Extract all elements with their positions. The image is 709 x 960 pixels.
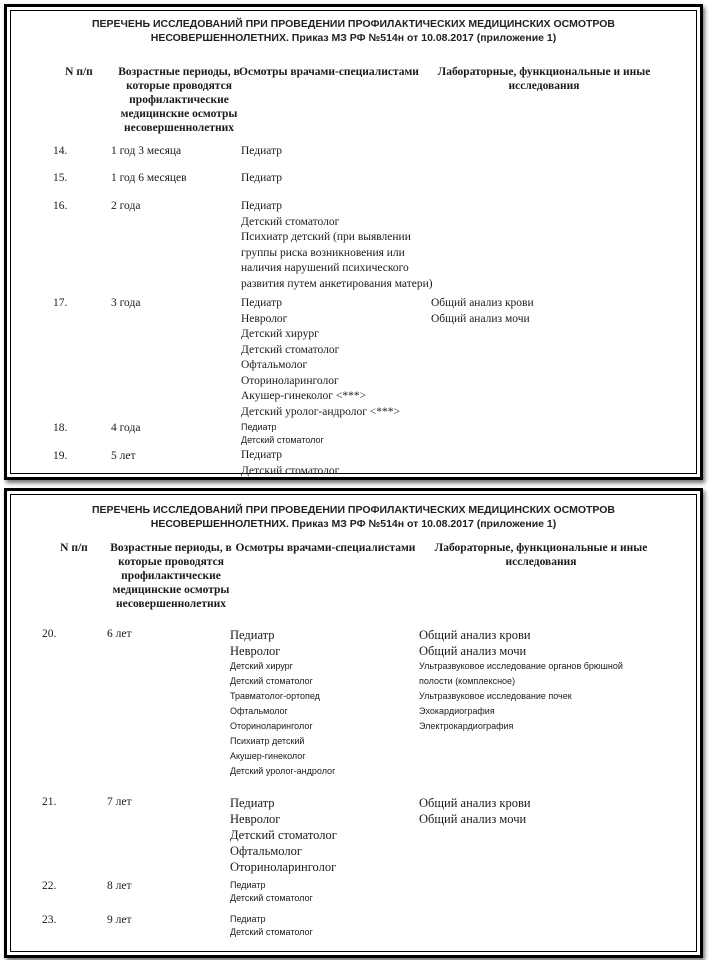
lab-item: Общий анализ крови (419, 796, 531, 810)
doctor-item: Детский стоматолог (241, 435, 324, 445)
header-labs: Лабораторные, функциональные и иные исследования (437, 66, 651, 92)
doctor-item: Детский стоматолог (230, 927, 313, 937)
doctor-item: Педиатр (230, 914, 266, 924)
lab-item: Общий анализ мочи (419, 644, 527, 658)
doctor-item: Детский уролог-андролог <***> (241, 405, 401, 418)
document-title-line1: ПЕРЕЧЕНЬ ИССЛЕДОВАНИЙ ПРИ ПРОВЕДЕНИИ ПРОФИЛАКТИЧЕСКИХ МЕДИЦИНСКИХ ОСМОТРОВ (91, 18, 616, 30)
lab-item: Электрокардиография (419, 721, 514, 731)
document-title-line2: НЕСОВЕРШЕННОЛЕТНИХ. Приказ МЗ РФ №514н от 10.08.2017 (приложение 1) (150, 32, 557, 44)
row-doctors (230, 879, 313, 905)
row-doctors (230, 795, 337, 875)
doctor-item: Педиатр (241, 449, 282, 461)
doctor-item: Психиатр детский (230, 736, 305, 746)
doctor-item: Оториноларинголог (230, 860, 337, 874)
row-number: 21. (42, 796, 57, 808)
doctor-item: Педиатр (241, 422, 277, 432)
row-age: 1 год 6 месяцев (111, 172, 187, 184)
doctor-item: Педиатр (241, 297, 282, 309)
lab-item: Эхокардиография (419, 706, 495, 716)
row-number: 15. (53, 172, 68, 184)
doctor-item: Оториноларинголог (230, 721, 313, 731)
row-doctors (241, 171, 282, 187)
doctor-item: Педиатр (241, 200, 282, 212)
row-number: 19. (53, 450, 68, 462)
doctor-item: Педиатр (241, 172, 282, 184)
doctor-item: Детский хирург (230, 661, 293, 671)
row-number: 22. (42, 880, 57, 892)
doctor-item: Детский стоматолог (241, 215, 340, 228)
doctor-item: Детский уролог-андролог (230, 766, 336, 776)
doctor-item: Акушер-гинеколог <***> (241, 390, 367, 402)
header-age: Возрастные периоды, в которые проводятся профилактические медицинские осмотры несовершеннолетних (118, 66, 240, 134)
doctor-item: Педиатр (230, 628, 275, 642)
doctor-item: Офтальмолог (230, 844, 302, 858)
lab-item: Общий анализ мочи (431, 312, 530, 325)
row-age: 8 лет (107, 880, 132, 892)
doctor-item: Детский стоматолог (230, 676, 313, 686)
doctor-item: Психиатр детский (при выявлении группы риска возникновения или наличия нарушений психического развития путем анкетирования матери) (241, 231, 433, 290)
header-age: Возрастные периоды, в которые проводятся профилактические медицинские осмотры несовершеннолетних (110, 542, 232, 610)
doctor-item: Детский стоматолог (241, 343, 340, 356)
row-doctors (241, 421, 324, 447)
row-number: 14. (53, 145, 68, 157)
document-page-2 (4, 488, 703, 958)
document-title-line2: НЕСОВЕРШЕННОЛЕТНИХ. Приказ МЗ РФ №514н от 10.08.2017 (приложение 1) (150, 518, 557, 530)
row-number: 17. (53, 297, 68, 309)
row-age: 5 лет (111, 450, 136, 462)
doctor-item: Педиатр (241, 145, 282, 157)
row-number: 23. (42, 914, 57, 926)
page-frame (10, 10, 697, 477)
doctor-item: Детский стоматолог (241, 464, 340, 477)
doctor-item: Педиатр (230, 880, 266, 890)
document-title-line1: ПЕРЕЧЕНЬ ИССЛЕДОВАНИЙ ПРИ ПРОВЕДЕНИИ ПРОФИЛАКТИЧЕСКИХ МЕДИЦИНСКИХ ОСМОТРОВ (91, 504, 616, 516)
doctor-item: Педиатр (230, 796, 275, 810)
row-age: 1 год 3 месяца (111, 145, 182, 157)
header-doctors: Осмотры врачами-специалистами (235, 542, 416, 554)
lab-item: Ультразвуковое исследование органов брюшной полости (комплексное) (419, 661, 623, 686)
doctor-item: Офтальмолог (230, 706, 288, 716)
row-doctors (230, 913, 313, 939)
lab-item: Ультразвуковое исследование почек (419, 691, 572, 701)
row-age: 6 лет (107, 628, 132, 640)
row-number: 20. (42, 628, 57, 640)
doctor-item: Травматолог-ортопед (230, 691, 320, 701)
lab-item: Общий анализ крови (431, 297, 534, 309)
row-number: 18. (53, 422, 68, 434)
page-frame (10, 494, 697, 952)
doctor-item: Офтальмолог (241, 359, 308, 371)
row-age: 9 лет (107, 914, 132, 926)
doctor-item: Оториноларинголог (241, 374, 339, 387)
doctor-item: Невролог (230, 812, 281, 826)
header-doctors: Осмотры врачами-специалистами (239, 66, 419, 78)
row-labs (431, 296, 534, 327)
doctor-item: Детский стоматолог (230, 828, 337, 842)
row-doctors (241, 144, 282, 160)
document-page-1 (4, 4, 703, 480)
row-age: 2 года (111, 200, 141, 212)
doctor-item: Невролог (230, 644, 281, 658)
row-number: 16. (53, 200, 68, 212)
row-doctors (241, 296, 400, 420)
doctor-item: Невролог (241, 312, 288, 325)
doctor-item: Акушер-гинеколог (230, 751, 306, 761)
row-doctors (241, 199, 436, 292)
header-labs: Лабораторные, функциональные и иные исследования (434, 542, 648, 568)
doctor-item: Детский стоматолог (230, 893, 313, 903)
row-doctors (230, 627, 335, 779)
row-doctors (241, 448, 339, 479)
row-labs (419, 795, 531, 827)
lab-item: Общий анализ мочи (419, 812, 527, 826)
row-age: 3 года (111, 297, 141, 309)
header-num: N п/п (60, 542, 88, 554)
row-age: 7 лет (107, 796, 132, 808)
row-age: 4 года (111, 422, 141, 434)
lab-item: Общий анализ крови (419, 628, 531, 642)
doctor-item: Детский хирург (241, 328, 319, 340)
row-labs (419, 627, 659, 734)
header-num: N п/п (65, 66, 93, 78)
